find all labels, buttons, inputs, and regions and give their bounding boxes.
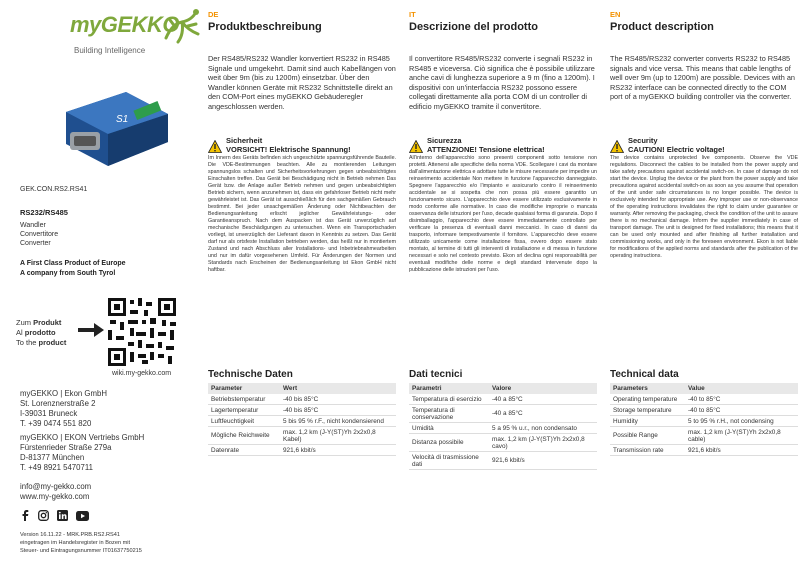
section-title: Descrizione del prodotto — [409, 21, 538, 33]
section-title: Product description — [610, 21, 714, 33]
instagram-icon[interactable] — [38, 510, 49, 521]
data-title: Technical data — [610, 369, 679, 380]
table-row — [610, 416, 798, 427]
product-type-it: Convertitore — [20, 231, 59, 238]
table-head-param: Parameter — [208, 383, 280, 394]
youtube-icon[interactable] — [76, 511, 89, 521]
table-cell-value: 5 bis 95 % r.F., nicht kondensierend — [280, 416, 396, 427]
table-cell-param: Lagertemperatur — [208, 405, 280, 416]
language-code: IT — [409, 10, 416, 19]
table-cell-value: 5 to 95 % r.H., not condensing — [685, 416, 798, 427]
data-title: Technische Daten — [208, 369, 293, 380]
safety-title: Sicherheit — [226, 136, 263, 145]
table-cell-param: Temperatura di esercizio — [409, 394, 489, 405]
address-ekon-vertrieb: myGEKKO | EKON Vertriebs GmbH Fürstenrieder Straße 279a D-81377 München T. +49 8921 5470711 — [20, 433, 145, 472]
address-ekon-gmbh: myGEKKO | Ekon GmbH St. Lorenznerstraße 2 I-39031 Bruneck T. +39 0474 551 820 — [20, 389, 107, 428]
qr-url[interactable]: wiki.my-gekko.com — [112, 370, 172, 377]
brand-name: myGEKKO — [70, 12, 179, 37]
table-cell-value: -40 to 85°C — [685, 394, 798, 405]
table-row — [208, 445, 396, 456]
table-cell-value: 921,6 kbit/s — [685, 445, 798, 456]
claim-europe: A First Class Product of Europe — [20, 260, 126, 267]
section-title: Produktbeschreibung — [208, 21, 322, 33]
table-cell-value: -40 to 85°C — [685, 405, 798, 416]
table-cell-value: max. 1,2 km (J-Y(ST)Yh 2x2x0,8 cavo) — [489, 434, 597, 452]
table-cell-param: Operating temperature — [610, 394, 685, 405]
table-row — [208, 416, 396, 427]
table-row — [610, 427, 798, 445]
table-cell-param: Luftfeuchtigkeit — [208, 416, 280, 427]
table-cell-param: Betriebstemperatur — [208, 394, 280, 405]
product-intro: Il convertitore RS485/RS232 converte i segnali RS232 in RS485 e viceversa. Ciò significa che è possibile utilizzare anche cavi di lunghezza superiore a 9 m (fino a 1200m). I dispositivi con un'interfaccia RS232 possono essere collegati direttamente alla porta COM di un controller di edificio myGEKKO tramite il convertitore. — [409, 54, 595, 111]
brand-tagline: Building Intelligence — [74, 46, 146, 55]
table-row — [409, 452, 597, 470]
product-type-en: Converter — [20, 240, 51, 247]
brand-logo — [70, 8, 190, 53]
table-row — [409, 423, 597, 434]
data-title: Dati tecnici — [409, 369, 463, 380]
table-head-value: Wert — [280, 383, 396, 394]
safety-warning: VORSICHT! Elektrische Spannung! — [226, 145, 351, 154]
table-head-param: Parameters — [610, 383, 685, 394]
table-row — [208, 394, 396, 405]
website-link[interactable]: www.my-gekko.com — [20, 492, 90, 501]
table-cell-value: -40 a 85°C — [489, 394, 597, 405]
contact-info[interactable] — [20, 482, 91, 502]
tech-data-table — [208, 383, 396, 456]
table-row — [208, 405, 396, 416]
product-intro: Der RS485/RS232 Wandler konvertiert RS232 in RS485 Signale und umgekehrt. Damit sind auch Kabellängen von weit über 9m (bis zu 1200m) einsetzbar. Über den Wandler können Geräte mit RS232 Schnittstelle direkt an den COM-Port eines myGEKKO Gebäuderegler angeschlossen werden. — [208, 54, 396, 111]
svg-text:S1: S1 — [116, 114, 129, 125]
table-cell-param: Velocità di trasmissione dati — [409, 452, 489, 470]
table-cell-param: Distanza possibile — [409, 434, 489, 452]
safety-warning: ATTENZIONE! Tensione elettrica! — [427, 145, 545, 154]
footer-legal: Version 16.11.22 - MRK.PRB.RS2.RS41 eingetragen im Handelsregister in Bozen mit Steuer- und Eintragungsnummer IT01637750215 — [20, 532, 142, 554]
table-head-value: Valore — [489, 383, 597, 394]
table-row — [409, 394, 597, 405]
warning-icon — [610, 140, 624, 153]
social-icons — [20, 510, 89, 521]
safety-text: Im Innern des Geräts befinden sich ungeschützte spannungsführende Bauteile. Die VDE-Bestimmungen beachten. Alle zu montierenden Leitungen spannungslos schalten und Sicherheitsvorkehrungen gegen unbeabsichtigtes Einschalten treffen. Das Gerät bei Beschädigung nicht in Betrieb nehmen Das Gerät bzw. die Anlage außer Betrieb nehmen und gegen unbeabsichtigten Betrieb sichern, wenn anzunehmen ist, dass ein gefahrloser Betrieb nicht mehr gewährleistet ist. Das Gerät ist ausschließlich für den sachgemäßen Gebrauch bestimmt. Bei jeder unsachgemäßen Änderung oder Nichtbeachten der Bedienungsanleitung erlischt jeglicher Gewährleistungs- oder Garantieanspruch. Nach dem Auspacken ist das Gerät unverzüglich auf mechanische Beschädigungen zu untersuchen. Wenn ein Transportschaden vorliegt, ist unverzüglich der Lieferant davon in Kenntnis zu setzen. Das Gerät darf nur als ortsfeste Installation betrieben werden, das heißt nur in montiertem Zustand und nach Abschluss aller Installations- und Inbetriebnahmearbeiten und nur im dafür vorgesehenen Umfeld. Für Änderungen der Normen und Standards nach Erscheinen der Bedienungsanleitung ist Ekon GmbH nicht haftbar. — [208, 155, 396, 273]
safety-title: Sicurezza — [427, 136, 462, 145]
table-row — [208, 427, 396, 445]
table-head-value: Value — [685, 383, 798, 394]
email-link[interactable]: info@my-gekko.com — [20, 482, 92, 491]
safety-warning: CAUTION! Electric voltage! — [628, 145, 725, 154]
gecko-icon — [162, 8, 206, 48]
arrow-right-icon — [78, 322, 104, 338]
table-row — [610, 445, 798, 456]
table-cell-value: -40 bis 85°C — [280, 394, 396, 405]
table-row — [409, 434, 597, 452]
table-cell-value: max. 1,2 km (J-Y(ST)Yh 2x2x0,8 Kabel) — [280, 427, 396, 445]
table-cell-param: Datenrate — [208, 445, 280, 456]
facebook-icon[interactable] — [20, 510, 30, 521]
table-cell-param: Storage temperature — [610, 405, 685, 416]
qr-caption: Zum Produkt Al prodotto To the product — [16, 318, 67, 347]
table-cell-value: 5 a 95 % u.r., non condensato — [489, 423, 597, 434]
table-head-param: Parametri — [409, 383, 489, 394]
product-type-de: Wandler — [20, 222, 46, 229]
table-cell-value: max. 1,2 km (J-Y(ST)Yh 2x2x0,8 cable) — [685, 427, 798, 445]
claim-tyrol: A company from South Tyrol — [20, 270, 116, 277]
table-cell-value: -40 a 85°C — [489, 405, 597, 423]
table-row — [610, 394, 798, 405]
safety-text: All'interno dell'apparecchio sono presenti componenti sotto tensione non protetti. Attenersi alle specifiche della norma VDE. Scollegare i cavi da montare dall'alimentazione elettrica e adottare tutte le misure necessarie per impedire un reinserimento accidentale Non mettere in funzione l'apparecchio danneggiato. Spegnere l'apparecchio e/o l'impianto e assicurarlo contro il reinserimento accidentale se si sospetta che non possa più essere garantito un funzionamento sicuro. L'apparecchio deve essere utilizzato esclusivamente in modo conforme alle normative. In caso die modifiche improprie o mancata osservanza delle istruzioni per l'uso, decade qualsiasi forma di garanzia. Dopo il disimballaggio, l'apparecchio deve essere immediatamente controllato per verificare la presenza di eventuali danni meccanici. In caso di danni da trasporto, informare tempestivamente il fornitore. L'apparecchio deve essere utilizzato unicamente come installazione fissa, ovvero dopo essere stato montato, al termine di tutti gli interventi di installazione e di messa in funzione necessari e solo nel contesto previsto. Ekon srl declina ogni responsabilità per eventuali modifiche delle norme e degli standard intervenute dopo la pubblicazione delle istruzioni per l'uso. — [409, 155, 597, 273]
tech-data-table — [409, 383, 597, 470]
table-cell-param: Umidità — [409, 423, 489, 434]
table-cell-param: Mögliche Reichweite — [208, 427, 280, 445]
table-cell-param: Humidity — [610, 416, 685, 427]
tech-data-table — [610, 383, 798, 456]
table-row — [409, 405, 597, 423]
table-cell-param: Transmission rate — [610, 445, 685, 456]
product-name: RS232/RS485 — [20, 208, 68, 217]
safety-title: Security — [628, 136, 658, 145]
qr-code[interactable] — [106, 296, 178, 368]
product-intro: The RS485/RS232 converter converts RS232 to RS485 signals and vice versa. This means that cable lengths of well over 9m (up to 1200m) are possible. Devices with an RS232 interface can be connected directly to the COM port of a myGEKKO building controller via the converter. — [610, 54, 795, 101]
product-image — [56, 72, 174, 172]
table-cell-value: -40 bis 85°C — [280, 405, 396, 416]
table-row — [610, 405, 798, 416]
table-cell-value: 921,6 kbit/s — [280, 445, 396, 456]
table-cell-param: Possible Range — [610, 427, 685, 445]
language-column-it — [409, 10, 597, 560]
warning-icon — [409, 140, 423, 153]
safety-text: The device contains unprotected live components. Observe the VDE regulations. Disconnect the cables to be installed from the power supply and take safety precautions against accidental switch-on. In case of damage do not start the device. Unplug the device or the plant from the power supply and take precautions against accidental switch-on as soon as you assume that operation of the unit under safe circumstances is no longer possible. The device is exclusively intended for appropriate use. Any improper use or non-observance of the operating instructions invalidates the right to claim under guarantee or warranty. After removing the packaging, check the condition of the unit to assure there is no mechanical damage. Inform the supplier immediately in case of transport damage. The unit is designed for fixed installations; this means that it can be used only mounted and after finishing all further installation and commissioning works, and only in the foreseen environment. Ekon is not liable for modifications of the applied norms and standards after the publication of the operating instructions. — [610, 155, 798, 259]
language-code: DE — [208, 10, 219, 19]
language-column-en — [610, 10, 798, 560]
linkedin-icon[interactable] — [57, 510, 68, 521]
table-cell-value: 921,6 kbit/s — [489, 452, 597, 470]
warning-icon — [208, 140, 222, 153]
language-column-de — [208, 10, 396, 560]
language-code: EN — [610, 10, 621, 19]
product-code: GEK.CON.RS2.RS41 — [20, 186, 88, 193]
table-cell-param: Temperatura di conservazione — [409, 405, 489, 423]
